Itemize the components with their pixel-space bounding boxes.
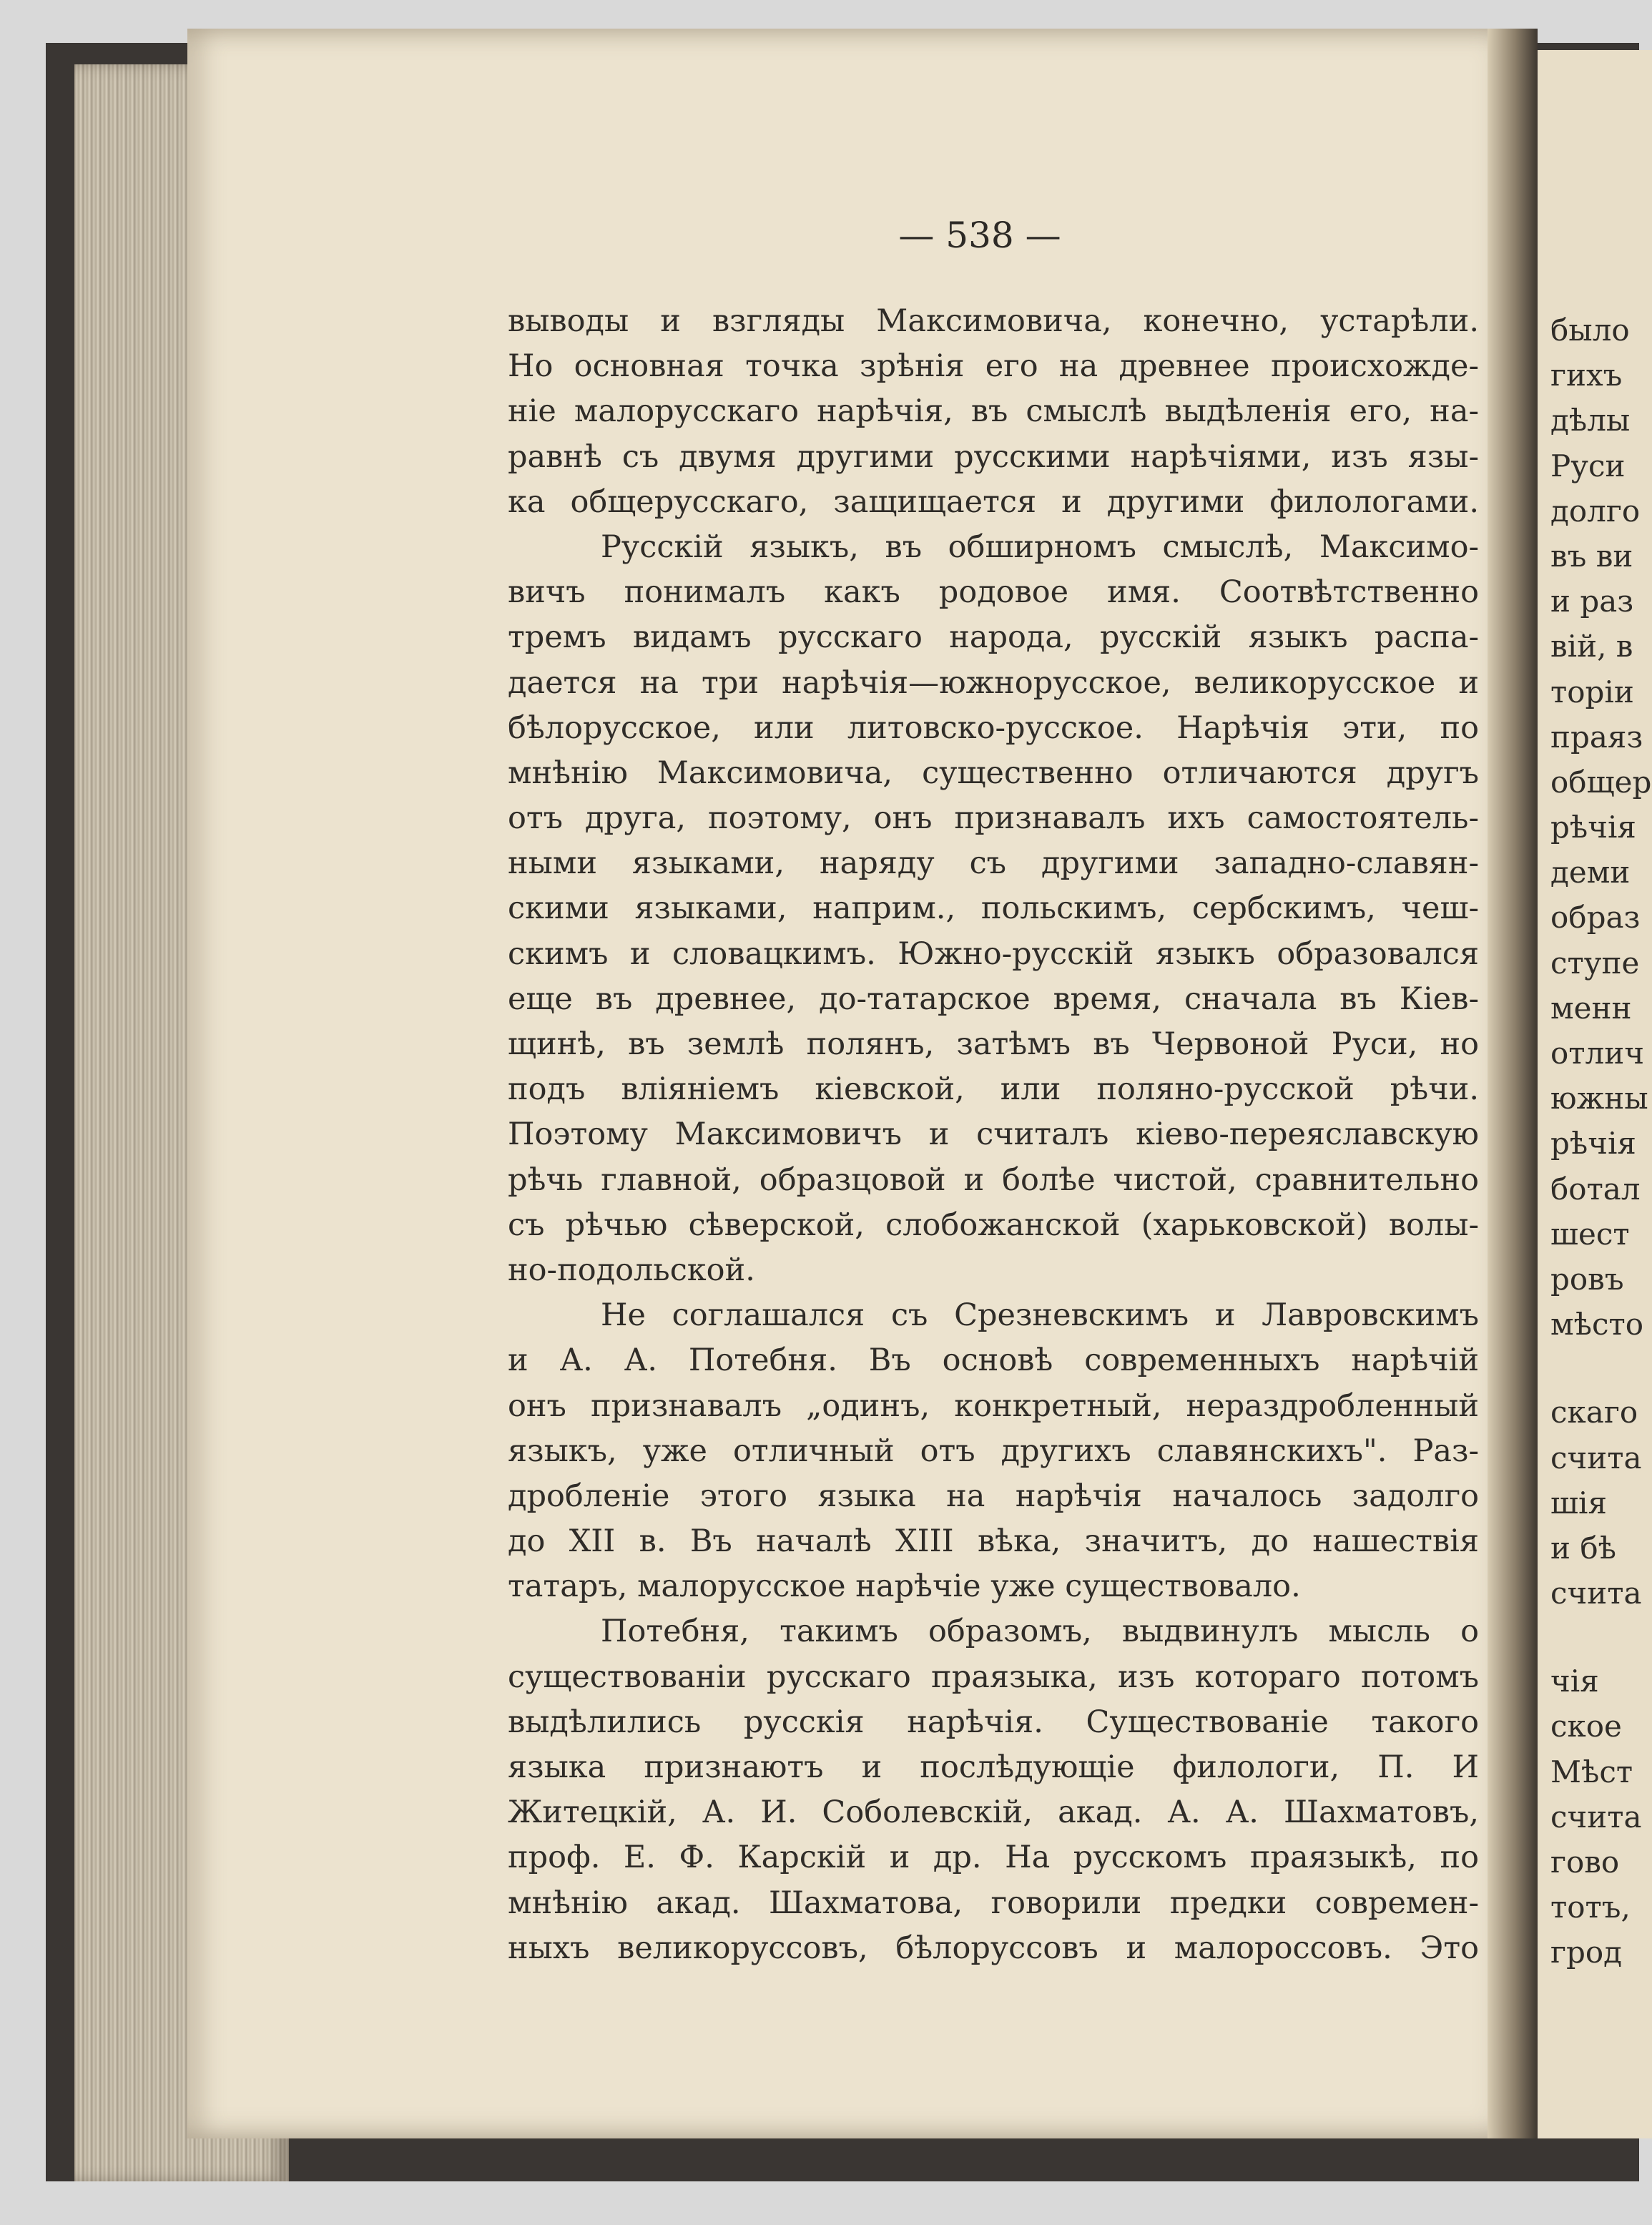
text-line: Потебня, такимъ образомъ, выдвинулъ мысль о bbox=[601, 1614, 1479, 1650]
text-line: до XII в. Въ началѣ XIII вѣка, значитъ, до нашествія bbox=[508, 1523, 1479, 1560]
text-line: ка общерусскаго, защищается и другими филологами. bbox=[508, 483, 1479, 520]
text-line: и А. А. Потебня. Въ основѣ современныхъ нарѣчій bbox=[508, 1342, 1479, 1379]
text-line: Житецкій, А. И. Соболевскій, акад. А. А. Шахматовъ, bbox=[508, 1794, 1479, 1831]
right-page-line-fragment: и бѣ bbox=[1550, 1530, 1616, 1566]
text-line: съ рѣчью сѣверской, слобожанской (харьковской) волы- bbox=[508, 1207, 1479, 1243]
right-page-line-fragment: Руси bbox=[1550, 448, 1626, 483]
text-line: ніе малорусскаго нарѣчія, въ смыслѣ выдѣленія его, на- bbox=[508, 393, 1479, 430]
right-page-line-fragment: южны bbox=[1550, 1081, 1648, 1116]
text-line: тремъ видамъ русскаго народа, русскій языкъ распа- bbox=[508, 619, 1479, 656]
text-line: языка признаютъ и послѣдующіе филологи, П. И bbox=[508, 1749, 1479, 1785]
text-line: ными языками, наряду съ другими западно-славян- bbox=[508, 845, 1479, 882]
text-line: щинѣ, въ землѣ полянъ, затѣмъ въ Червоной Руси, но bbox=[508, 1026, 1479, 1062]
text-line: мнѣнію Максимовича, существенно отличаются другъ bbox=[508, 755, 1479, 791]
right-page-line-fragment: ботал bbox=[1550, 1171, 1641, 1207]
page-number: — 538 — bbox=[898, 215, 1061, 256]
text-line: языкъ, уже отличный отъ другихъ славянскихъ". Раз- bbox=[508, 1433, 1479, 1469]
right-page-line-fragment: гово bbox=[1550, 1845, 1620, 1880]
right-page-line-fragment: Мѣст bbox=[1550, 1754, 1633, 1789]
right-page-line-fragment: шест bbox=[1550, 1216, 1630, 1252]
text-line: дается на три нарѣчія—южнорусское, великорусское и bbox=[508, 664, 1479, 701]
text-line: проф. Е. Ф. Карскій и др. На русскомъ праязыкѣ, по bbox=[508, 1840, 1479, 1876]
book-gutter bbox=[1488, 29, 1538, 2138]
right-page-line-fragment: въ ви bbox=[1550, 538, 1633, 574]
text-line: мнѣнію акад. Шахматова, говорили предки современ- bbox=[508, 1885, 1479, 1921]
right-page-line-fragment: счита bbox=[1550, 1440, 1642, 1475]
right-page-line-fragment: грод bbox=[1550, 1935, 1623, 1970]
right-page-line-fragment: рѣчія bbox=[1550, 810, 1636, 845]
right-page-line-fragment: торіи bbox=[1550, 674, 1634, 709]
text-line: дробленіе этого языка на нарѣчія началось задолго bbox=[508, 1478, 1479, 1514]
text-line: Но основная точка зрѣнія его на древнее происхожде- bbox=[508, 348, 1479, 385]
text-line: но-подольской. bbox=[508, 1252, 755, 1288]
right-page-line-fragment: ступе bbox=[1550, 945, 1640, 981]
main-text bbox=[508, 299, 1479, 1971]
right-page-line-fragment: и раз bbox=[1550, 584, 1634, 619]
right-page-line-fragment: долго bbox=[1550, 493, 1641, 529]
text-line: онъ признавалъ „одинъ, конкретный, нераздробленный bbox=[508, 1387, 1479, 1424]
text-line: ныхъ великоруссовъ, бѣлоруссовъ и малороссовъ. Это bbox=[508, 1930, 1479, 1966]
text-line: существованіи русскаго праязыка, изъ котораго потомъ bbox=[508, 1659, 1479, 1695]
text-line: рѣчь главной, образцовой и болѣе чистой, сравнительно bbox=[508, 1161, 1479, 1198]
right-page-line-fragment: рѣчія bbox=[1550, 1126, 1636, 1161]
text-line: бѣлорусское, или литовско-русское. Нарѣчія эти, по bbox=[508, 709, 1479, 746]
right-page-line-fragment: деми bbox=[1550, 855, 1631, 890]
text-line: Не соглашался съ Срезневскимъ и Лавровскимъ bbox=[601, 1297, 1479, 1334]
right-page-line-fragment: праяз bbox=[1550, 719, 1643, 755]
right-page-line-fragment: гихъ bbox=[1550, 358, 1623, 393]
text-line: отъ друга, поэтому, онъ признавалъ ихъ самостоятель- bbox=[508, 800, 1479, 837]
text-line: подъ вліяніемъ кіевской, или поляно-русской рѣчи. bbox=[508, 1071, 1479, 1108]
right-page-line-fragment: вій, в bbox=[1550, 629, 1633, 664]
text-line: равнѣ съ двумя другими русскими нарѣчіями, изъ язы- bbox=[508, 438, 1479, 475]
right-page-line-fragment: менн bbox=[1550, 990, 1632, 1026]
right-page-line-fragment: скаго bbox=[1550, 1395, 1638, 1430]
right-page-line-fragment: отлич bbox=[1550, 1036, 1644, 1071]
text-line: Русскій языкъ, въ обширномъ смыслѣ, Максимо- bbox=[601, 529, 1479, 565]
right-page-line-fragment: ское bbox=[1550, 1709, 1622, 1744]
text-line: вичъ понималъ какъ родовое имя. Соотвѣтственно bbox=[508, 574, 1479, 611]
text-line: выводы и взгляды Максимовича, конечно, устарѣли. bbox=[508, 303, 1479, 339]
right-page-line-fragment: ровъ bbox=[1550, 1261, 1624, 1297]
right-page-line-fragment: мѣсто bbox=[1550, 1307, 1644, 1342]
right-page-text bbox=[1550, 308, 1651, 1975]
right-page-line-fragment: дѣлы bbox=[1550, 403, 1631, 438]
right-page-line-fragment: счита bbox=[1550, 1576, 1642, 1611]
right-page-line-fragment: образ bbox=[1550, 900, 1641, 935]
right-page-line-fragment: чія bbox=[1550, 1664, 1599, 1699]
text-line: выдѣлились русскія нарѣчія. Существованіе такого bbox=[508, 1704, 1479, 1740]
right-page-line-fragment: тотъ, bbox=[1550, 1890, 1631, 1925]
text-line: скими языками, наприм., польскимъ, сербскимъ, чеш- bbox=[508, 890, 1479, 927]
right-page-line-fragment: общер bbox=[1550, 764, 1652, 800]
text-line: еще въ древнее, до-татарское время, сначала въ Кіев- bbox=[508, 981, 1479, 1017]
text-line: скимъ и словацкимъ. Южно-русскій языкъ образовался bbox=[508, 935, 1479, 972]
text-line: татаръ, малорусское нарѣчіе уже существовало. bbox=[508, 1568, 1301, 1605]
right-page-line-fragment: шія bbox=[1550, 1485, 1607, 1521]
right-page-line-fragment: счита bbox=[1550, 1799, 1642, 1834]
text-line: Поэтому Максимовичъ и считалъ кіево-переяславскую bbox=[508, 1116, 1479, 1153]
right-page-line-fragment: было bbox=[1550, 313, 1630, 348]
